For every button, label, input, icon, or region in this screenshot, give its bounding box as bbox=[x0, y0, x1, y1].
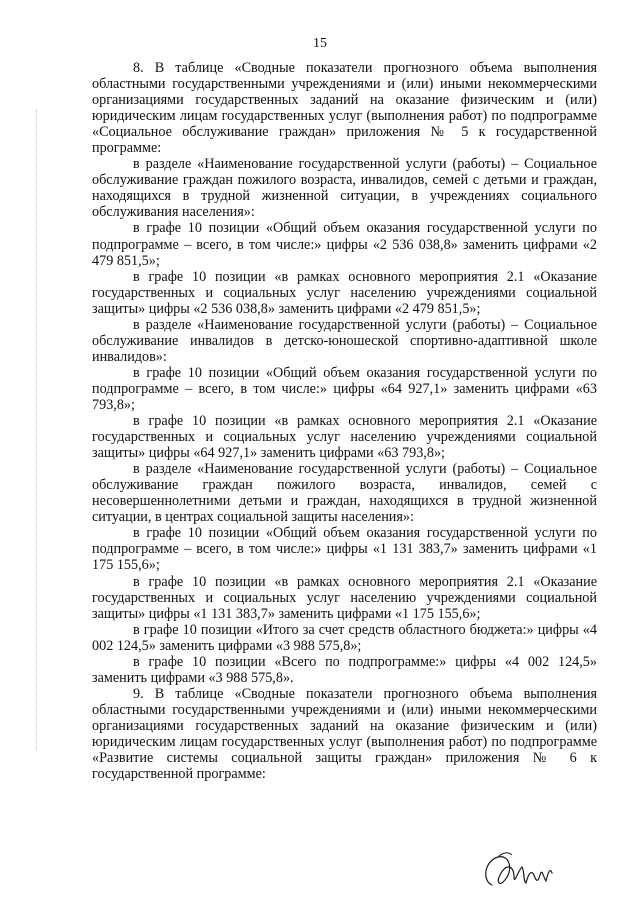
document-body bbox=[92, 60, 597, 782]
paragraph: в разделе «Наименование государственной услуги (работы) – Социальное обслуживание граждан пожилого возраста, инвалидов, семей с несовершеннолетними детьми и граждан, находящихся в трудной жизненной ситуации, в центрах социальной защиты населения»: bbox=[92, 461, 597, 526]
paragraph: в разделе «Наименование государственной услуги (работы) – Социальное обслуживание инвалидов в детско-юношеской спортивно-адаптивной школе инвалидов»: bbox=[92, 316, 597, 365]
paragraph: в графе 10 позиции «Общий объем оказания государственной услуги по подпрограмме – всего, в том числе:» цифры «64 927,1» заменить цифрами «63 793,8»; bbox=[92, 364, 597, 413]
paragraph: в графе 10 позиции «Всего по подпрограмме:» цифры «4 002 124,5» заменить цифрами «3 988 575,8». bbox=[92, 653, 597, 686]
paragraph: в графе 10 позиции «в рамках основного мероприятия 2.1 «Оказание государственных и социальных услуг населению учреждениями социальной защиты» цифры «64 927,1» заменить цифрами «63 793,8»; bbox=[92, 413, 597, 462]
margin-marks bbox=[36, 110, 40, 750]
handwritten-signature bbox=[478, 845, 558, 895]
page-number: 15 bbox=[313, 36, 327, 51]
paragraph: в графе 10 позиции «Итого за счет средств областного бюджета:» цифры «4 002 124,5» заменить цифрами «3 988 575,8»; bbox=[92, 621, 597, 654]
paragraph: 9. В таблице «Сводные показатели прогнозного объема выполнения областными государственными учреждениями и (или) иными некоммерческими организациями государственных заданий на оказание физическим и (или) юридическим лицам государственных услуг (выполнения работ) по подпрограмме «Развитие системы социальной защиты граждан» приложения № 6 к государственной программе: bbox=[92, 685, 597, 783]
paragraph: 8. В таблице «Сводные показатели прогнозного объема выполнения областными государственными учреждениями и (или) иными некоммерческими организациями государственных заданий на оказание физическим и (или) юридическим лицам государственных услуг (выполнения работ) по подпрограмме «Социальное обслуживание граждан» приложения № 5 к государственной программе: bbox=[92, 60, 597, 157]
paragraph: в графе 10 позиции «в рамках основного мероприятия 2.1 «Оказание государственных и социальных услуг населению учреждениями социальной защиты» цифры «1 131 383,7» заменить цифрами «1 175 155,6»; bbox=[92, 573, 597, 622]
paragraph: в графе 10 позиции «Общий объем оказания государственной услуги по подпрограмме – всего, в том числе:» цифры «2 536 038,8» заменить цифрами «2 479 851,5»; bbox=[92, 220, 597, 269]
paragraph: в графе 10 позиции «Общий объем оказания государственной услуги по подпрограмме – всего, в том числе:» цифры «1 131 383,7» заменить цифрами «1 175 155,6»; bbox=[92, 525, 597, 574]
paragraph: в графе 10 позиции «в рамках основного мероприятия 2.1 «Оказание государственных и социальных услуг населению учреждениями социальной защиты» цифры «2 536 038,8» заменить цифрами «2 479 851,5»; bbox=[92, 268, 597, 317]
paragraph: в разделе «Наименование государственной услуги (работы) – Социальное обслуживание граждан пожилого возраста, инвалидов, семей с детьми и граждан, находящихся в трудной жизненной ситуации, в учреждениях социального обслуживания населения»: bbox=[92, 156, 597, 221]
